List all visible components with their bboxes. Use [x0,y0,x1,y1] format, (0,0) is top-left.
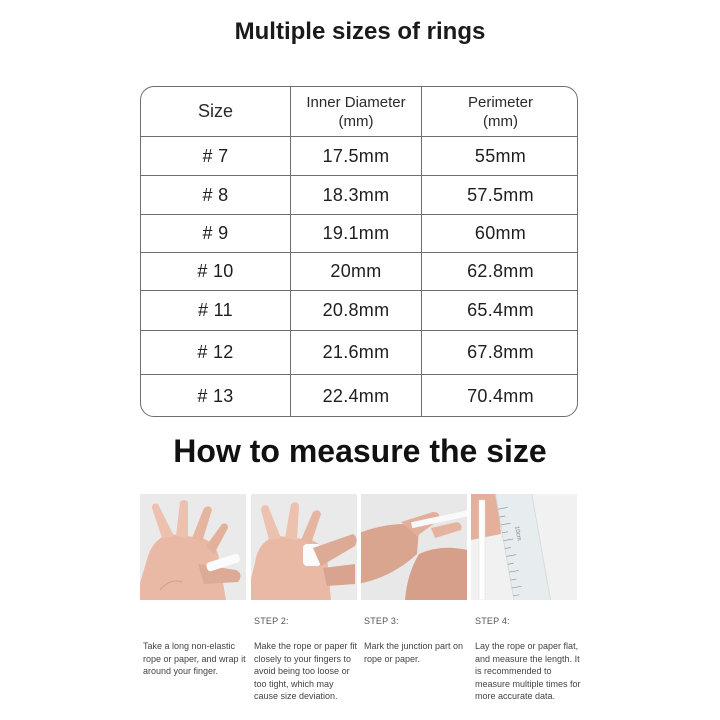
step-4-text: Lay the rope or paper flat, and measure the length. It is recommended to measure multiple times for more accurate data. [475,641,581,701]
diameter-cell: 19.1mm [290,215,421,252]
ruler-label: 10cm [513,525,522,542]
step-2-photo [251,494,357,600]
step-3-photo [361,494,467,600]
header-inner-diameter [290,87,421,136]
perimeter-cell: 60mm [421,215,578,252]
perimeter-cell: 57.5mm [421,176,578,214]
page-title: Multiple sizes of rings [234,18,486,45]
table-row [141,136,577,175]
table-row [141,214,577,252]
ring-size-table [140,86,578,417]
diameter-cell: 20.8mm [290,291,421,330]
table-header-row [141,87,577,136]
perimeter-cell: 67.8mm [421,331,578,374]
perimeter-cell: 70.4mm [421,375,578,417]
step-3-text: Mark the junction part on rope or paper. [364,641,464,664]
size-cell: # 12 [197,342,234,362]
table-row [141,290,577,330]
step-2-text: Make the rope or paper fit closely to your fingers to avoid being too loose or too tight, which may cause size deviation. [254,641,358,701]
perimeter-cell: 55mm [421,137,578,175]
step-3-label: STEP 3: [364,616,399,626]
header-size: Size [197,101,233,121]
diameter-cell: 20mm [290,253,421,290]
step-1-photo [140,494,246,600]
header-perimeter [421,87,578,136]
size-cell: # 11 [198,300,233,320]
header-inner-diameter-unit: (mm) [338,112,374,130]
table-row [141,175,577,214]
section-title: How to measure the size [173,433,547,469]
diameter-cell: 17.5mm [290,137,421,175]
size-cell: # 13 [197,386,234,406]
table-row [141,374,577,417]
diameter-cell: 21.6mm [290,331,421,374]
step-4-photo [471,494,577,600]
header-perimeter-unit: (mm) [483,112,518,130]
diameter-cell: 18.3mm [290,176,421,214]
size-cell: # 7 [202,145,229,166]
size-cell: # 9 [202,223,229,243]
header-perimeter-label: Perimeter [467,93,534,111]
table-row [141,330,577,374]
perimeter-cell: 65.4mm [421,291,578,330]
header-inner-diameter-label: Inner Diameter [306,93,406,111]
size-cell: # 10 [197,261,234,281]
step-4-label: STEP 4: [475,616,510,626]
size-cell: # 8 [202,184,229,205]
perimeter-cell: 62.8mm [421,253,578,290]
step-2-label: STEP 2: [254,616,289,626]
table-row [141,252,577,290]
step-1-text: Take a long non-elastic rope or paper, and wrap it around your finger. [143,641,246,676]
diameter-cell: 22.4mm [290,375,421,417]
